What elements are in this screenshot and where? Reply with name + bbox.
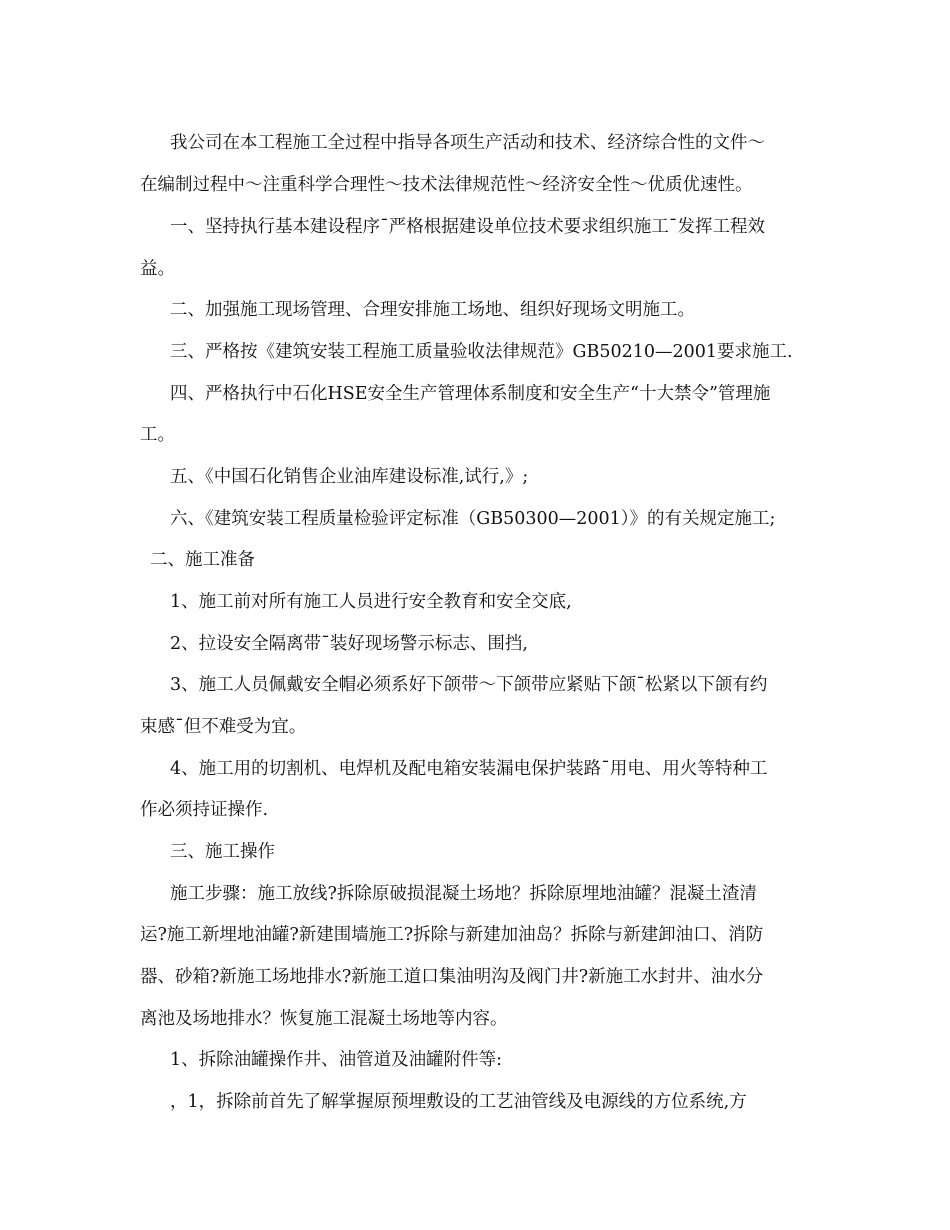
- section-heading-operation: 三、施工操作: [170, 842, 275, 862]
- item-3: 三、严格按《建筑安装工程施工质量验收法律规范》GB50210—2001要求施工.: [170, 342, 793, 362]
- item-6: 六、《建筑安装工程质量检验评定标准（GB50300—2001）》的有关规定施工;: [170, 509, 776, 529]
- item-4-line-1: 四、严格执行中石化HSE安全生产管理体系制度和安全生产“十大禁令”管理施: [170, 384, 771, 404]
- prep-item-1: 1、施工前对所有施工人员进行安全教育和安全交底,: [170, 592, 572, 612]
- item-5: 五、《中国石化销售企业油库建设标准,试行,》;: [170, 467, 529, 487]
- prep-item-3-line-2: 束感ˉ但不难受为宜。: [140, 717, 307, 737]
- item-1-line-1: 一、坚持执行基本建设程序ˉ严格根据建设单位技术要求组织施工ˉ发挥工程效: [170, 217, 765, 237]
- prep-item-3-line-1: 3、施工人员佩戴安全帽必须系好下颌带～下颌带应紧贴下颌ˉ松紧以下颌有约: [170, 675, 768, 695]
- prep-item-4-line-1: 4、施工用的切割机、电焊机及配电箱安装漏电保护装路ˉ用电、用火等特种工: [170, 759, 768, 779]
- steps-line-2: 运?施工新埋地油罐?新建围墙施工?拆除与新建加油岛？拆除与新建卸油口、消防: [140, 925, 764, 945]
- prep-item-4-line-2: 作必须持证操作.: [140, 800, 269, 820]
- item-1-line-2: 益。: [140, 259, 175, 279]
- item-2: 二、加强施工现场管理、合理安排施工场地、组织好现场文明施工。: [170, 300, 695, 320]
- steps-line-3: 器、砂箱?新施工场地排水?新施工道口集油明沟及阀门井?新施工水封井、油水分: [140, 967, 764, 987]
- paragraph-intro-line-2: 在编制过程中～注重科学合理性～技术法律规范性～经济安全性～优质优速性。: [140, 175, 753, 195]
- section-heading-preparation: 二、施工准备: [150, 550, 255, 570]
- steps-line-1: 施工步骤：施工放线?拆除原破损混凝土场地？拆除原埋地油罐？混凝土渣清: [170, 884, 757, 904]
- operation-subitem-1: ，1，拆除前首先了解掌握原预埋敷设的工艺油管线及电源线的方位系统,方: [170, 1092, 747, 1112]
- prep-item-2: 2、拉设安全隔离带ˉ装好现场警示标志、围挡,: [170, 634, 528, 654]
- item-4-line-2: 工。: [140, 425, 175, 445]
- paragraph-intro-line-1: 我公司在本工程施工全过程中指导各项生产活动和技术、经济综合性的文件～: [170, 133, 765, 153]
- operation-item-1: 1、拆除油罐操作井、油管道及油罐附件等:: [170, 1050, 503, 1070]
- steps-line-4: 离池及场地排水？恢复施工混凝土场地等内容。: [140, 1009, 508, 1029]
